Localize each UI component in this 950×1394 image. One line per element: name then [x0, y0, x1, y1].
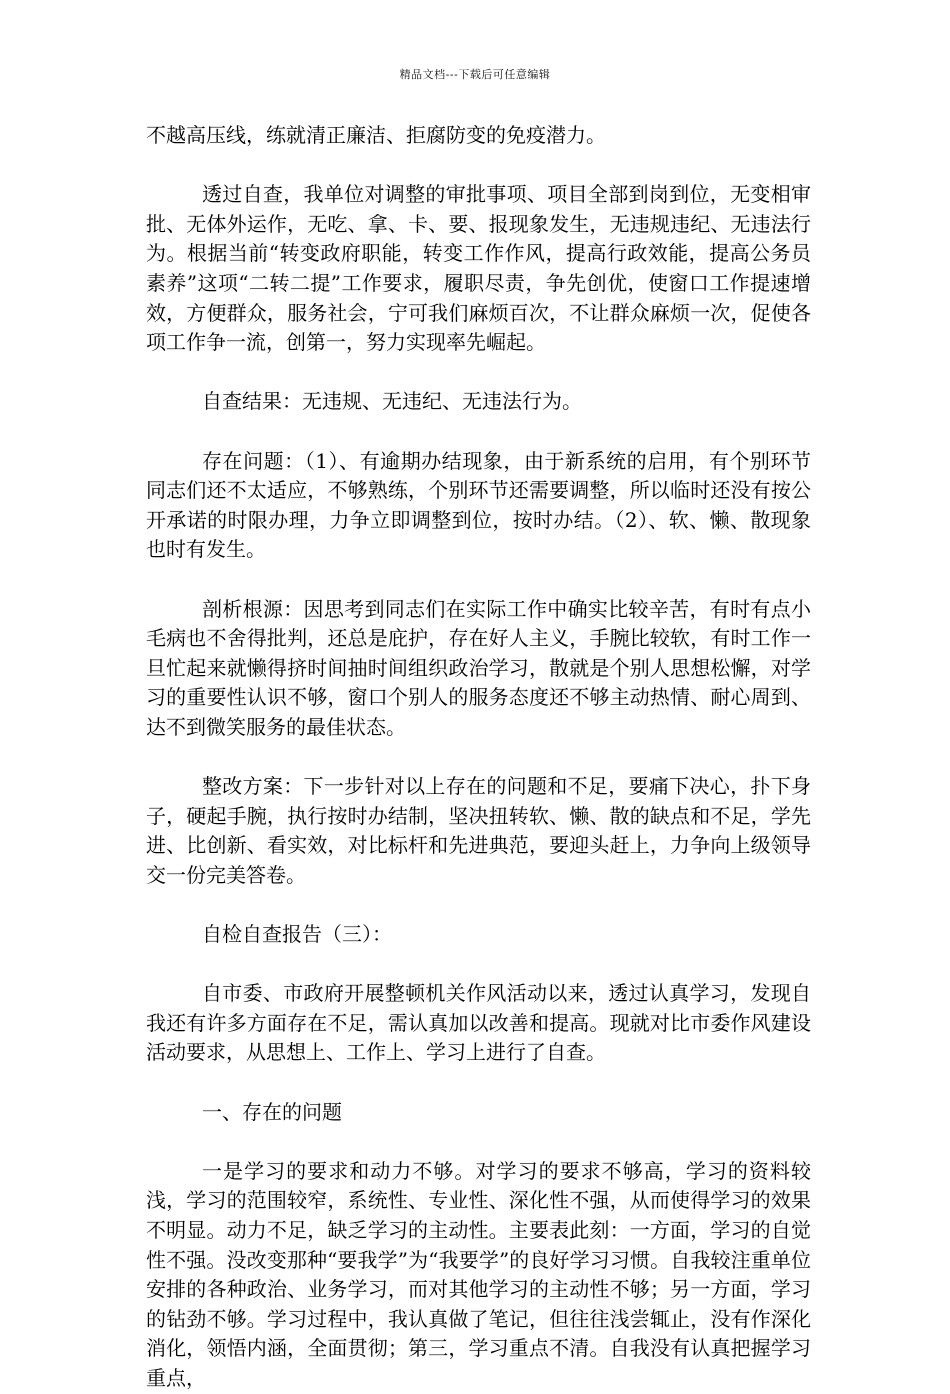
page-header: 精品文档---下载后可任意编辑: [399, 68, 551, 81]
paragraph: 剖析根源：因思考到同志们在实际工作中确实比较辛苦，有时有点小毛病也不舍得批判，还总是庇护，存在好人主义，手腕比较软，有时工作一旦忙起来就懒得挤时间抽时间组织政治学习，散就是个别人思想松懈，对学习的重要性认识不够，窗口个别人的服务态度还不够主动热情、耐心周到、达不到微笑服务的最佳状态。: [146, 596, 811, 739]
paragraph: 自市委、市政府开展整顿机关作风活动以来，透过认真学习，发现自我还有许多方面存在不足，需认真加以改善和提高。现就对比市委作风建设活动要求，从思想上、工作上、学习上进行了自查。: [146, 981, 811, 1065]
paragraph: 不越高压线，练就清正廉洁、拒腐防变的免疫潜力。: [146, 123, 606, 147]
paragraph: 存在问题：（1）、有逾期办结现象，由于新系统的启用，有个别环节同志们还不太适应，不够熟练，个别环节还需要调整，所以临时还没有按公开承诺的时限办理，力争立即调整到位，按时办结。（2）、软、懒、散现象也时有发生。: [146, 448, 811, 562]
paragraph: 自查结果：无违规、无违纪、无违法行为。: [202, 389, 582, 414]
section-heading: 一、存在的问题: [202, 1099, 342, 1124]
document-body: [146, 121, 811, 1394]
section-heading: 自检自查报告（三）：: [202, 922, 392, 947]
paragraph: 一是学习的要求和动力不够。对学习的要求不够高，学习的资料较浅，学习的范围较窄，系统性、专业性、深化性不强，从而使得学习的效果不明显。动力不足，缺乏学习的主动性。主要表此刻：一方面，学习的自觉性不强。没改变那种“要我学”为“我要学”的良好学习习惯。自我较注重单位安排的各种政治、业务学习，而对其他学习的主动性不够；另一方面，学习的钻劲不够。学习过程中，我认真做了笔记，但往往浅尝辄止，没有作深化消化，领悟内涵，全面贯彻；第三，学习重点不清。自我没有认真把握学习重点，: [146, 1158, 811, 1390]
paragraph: 整改方案：下一步针对以上存在的问题和不足，要痛下决心，扑下身子，硬起手腕，执行按时办结制，坚决扭转软、懒、散的缺点和不足，学先进、比创新、看实效，对比标杆和先进典范，要迎头赶上，力争向上级领导交一份完美答卷。: [146, 774, 811, 887]
paragraph: 透过自查，我单位对调整的审批事项、项目全部到岗到位，无变相审批、无体外运作，无吃、拿、卡、要、报现象发生，无违规违纪、无违法行为。根据当前“转变政府职能，转变工作作风，提高行政效能，提高公务员素养”这项“二转二提”工作要求，履职尽责，争先创优，使窗口工作提速增效，方便群众，服务社会，宁可我们麻烦百次，不让群众麻烦一次，促使各项工作争一流，创第一，努力实现率先崛起。: [146, 182, 811, 355]
